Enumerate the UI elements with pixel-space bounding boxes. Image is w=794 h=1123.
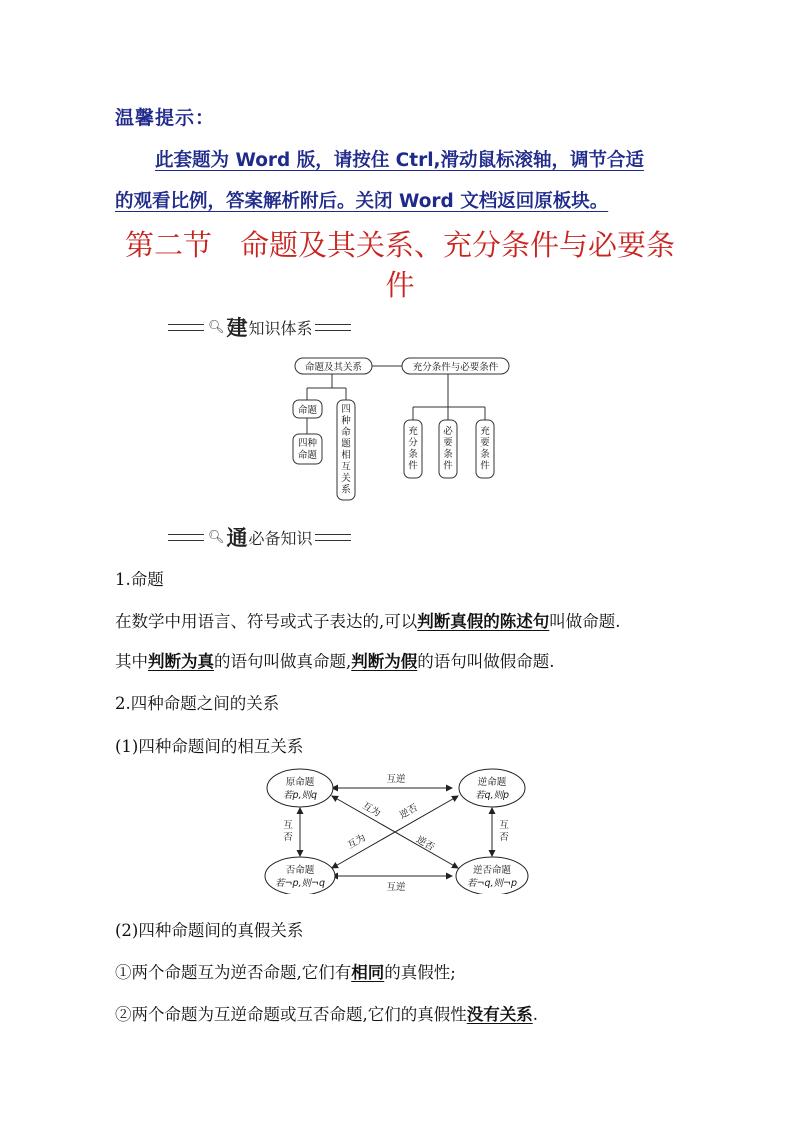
original-form: 若p,则q	[282, 790, 318, 801]
text-span: 的真假性;	[384, 963, 456, 982]
contrapositive-form: 若¬q,则¬p	[466, 878, 518, 889]
inverse-form: 若¬p,则¬q	[274, 878, 326, 889]
heading-proposition: 1.命题	[115, 570, 164, 589]
label-diag-b1: 互为	[345, 832, 368, 852]
banner-big-char: 通	[226, 525, 248, 550]
banner-rule-right	[315, 534, 351, 541]
magnifier-icon: 🔍︎	[208, 319, 225, 335]
hint-line-2: 的观看比例，答案解析附后。关闭 Word 文档返回原板块。	[115, 191, 609, 212]
text-span: .	[532, 1005, 538, 1024]
knowledge-map	[285, 350, 515, 505]
label-left-1: 互	[283, 820, 293, 831]
inverse-name: 否命题	[285, 865, 315, 876]
subheading-truth-relation: (2)四种命题间的真假关系	[115, 921, 304, 940]
underlined-term: 相同	[351, 963, 385, 982]
text-span: 在数学中用语言、符号或式子表达的,可以	[115, 612, 418, 631]
subheading-mutual-relation: (1)四种命题间的相互关系	[115, 737, 304, 756]
map-label-proposition: 命题	[297, 405, 318, 416]
rule-1	[115, 959, 456, 983]
text-span: 其中	[115, 652, 148, 671]
original-name: 原命题	[285, 777, 315, 788]
section-title-part1: 命题及其关系、充分条件与必要条	[240, 228, 676, 262]
banner-rule-left	[168, 324, 204, 331]
label-diag-b2: 逆否	[397, 802, 420, 822]
paragraph-proposition-def	[115, 608, 621, 632]
map-label-four-props: 四种命题	[297, 438, 318, 461]
rule-2	[115, 1001, 538, 1025]
banner-big-char: 建	[226, 315, 248, 340]
map-label-necessary: 必要条件	[443, 426, 453, 472]
text-span: ②两个命题为互逆命题或互否命题,它们的真假性	[115, 1005, 467, 1024]
converse-form: 若q,则p	[474, 790, 510, 801]
banner-rule-left	[168, 534, 204, 541]
node-converse	[459, 769, 525, 807]
map-label-iff: 充要条件	[480, 426, 490, 472]
hint-line-1: 此套题为 Word 版，请按住 Ctrl,滑动鼠标滚轴，调节合适	[155, 150, 645, 171]
banner-essential-knowledge	[168, 522, 351, 552]
map-label-root-right: 充分条件与必要条件	[412, 362, 499, 373]
label-bottom-converse: 互逆	[386, 882, 406, 893]
text-span: 的语句叫做假命题.	[417, 652, 555, 671]
text-span: 叫做命题.	[549, 612, 621, 631]
map-label-root-left: 命题及其关系	[304, 362, 363, 373]
map-vertical-labels	[298, 404, 490, 496]
label-top-converse: 互逆	[386, 774, 406, 785]
label-right-2: 否	[499, 832, 509, 843]
map-label-relations: 四种命题相互关系	[341, 404, 351, 496]
node-original	[267, 769, 333, 807]
label-diag-a2: 逆否	[414, 834, 437, 854]
hint-title: 温馨提示：	[115, 107, 216, 129]
label-diag-a1: 互为	[360, 800, 383, 820]
section-number: 第二节	[124, 228, 212, 262]
underlined-term: 判断为假	[351, 652, 418, 671]
underlined-term: 判断为真	[148, 652, 214, 671]
paragraph-true-false	[115, 648, 555, 672]
converse-name: 逆命题	[477, 777, 507, 788]
banner-label: 知识体系	[248, 318, 313, 338]
text-span: 的语句叫做真命题,	[214, 652, 352, 671]
heading-four-props: 2.四种命题之间的关系	[115, 694, 280, 713]
contrapositive-name: 逆否命题	[472, 865, 512, 876]
section-title-part2: 件	[385, 268, 415, 302]
relation-diagram	[262, 768, 532, 894]
underlined-term: 没有关系	[466, 1005, 533, 1024]
banner-rule-right	[315, 324, 351, 331]
map-label-sufficient: 充分条件	[408, 426, 418, 472]
underlined-term: 判断真假的陈述句	[417, 612, 550, 631]
section-title	[110, 225, 690, 305]
text-span: ①两个命题互为逆否命题,它们有	[115, 963, 352, 982]
label-left-2: 否	[283, 832, 293, 843]
banner-label: 必备知识	[248, 528, 313, 548]
banner-knowledge-system	[168, 312, 351, 342]
magnifier-icon: 🔍︎	[208, 529, 225, 545]
label-right-1: 互	[499, 820, 509, 831]
